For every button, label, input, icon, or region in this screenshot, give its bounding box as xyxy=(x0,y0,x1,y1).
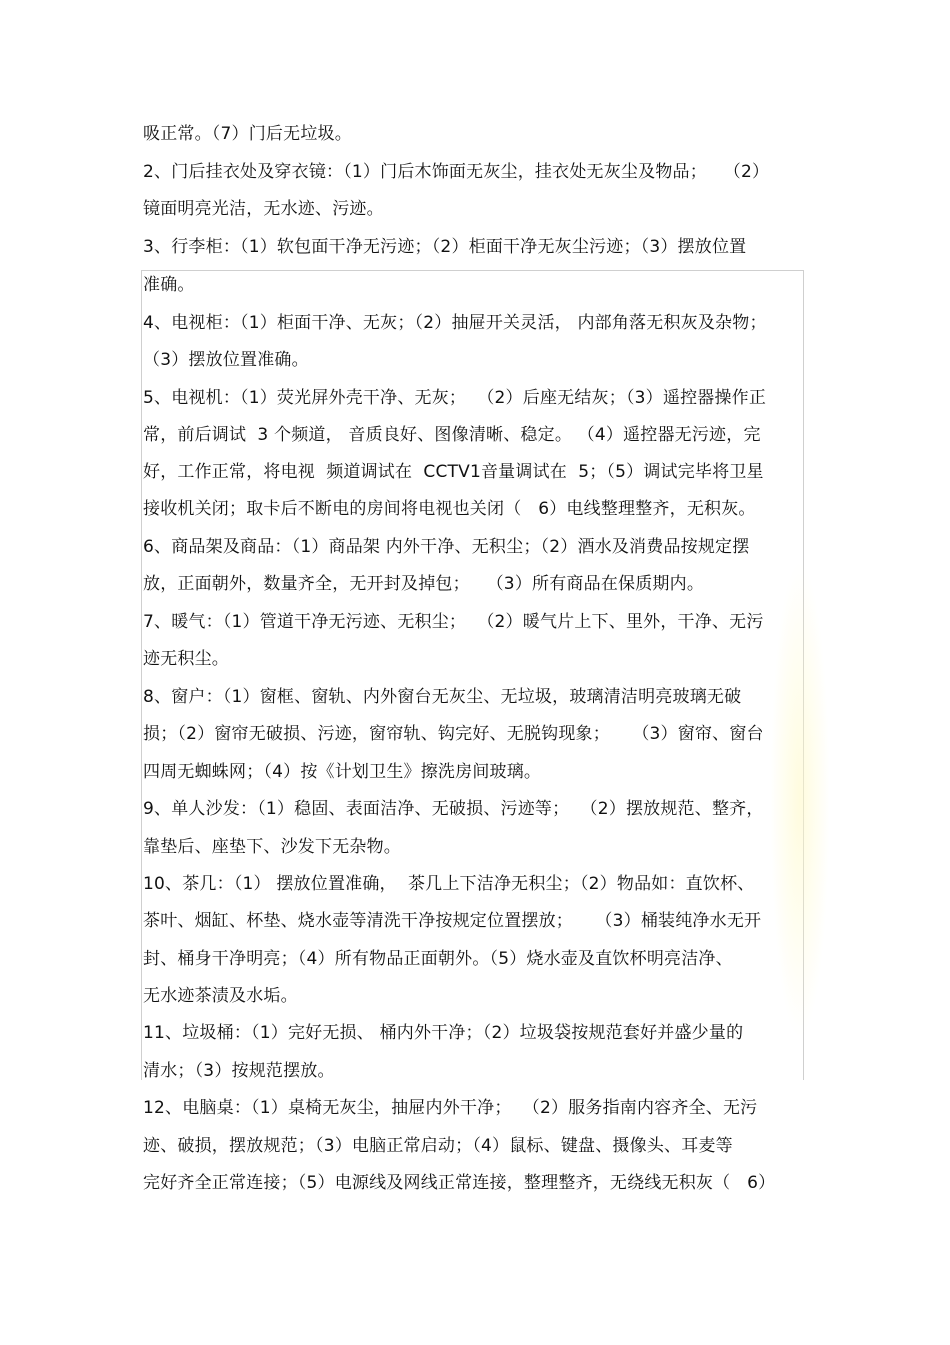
text-line: 9、单人沙发：（1）稳固、表面洁净、无破损、污迹等； （2）摆放规范、整齐， xyxy=(143,799,764,819)
text-line: 4、电视柜：（1）柜面干净、无灰；（2）抽屉开关灵活， 内部角落无积灰及杂物； xyxy=(143,313,767,333)
text-line: 6、商品架及商品：（1）商品架 内外干净、无积尘；（2）酒水及消费品按规定摆 xyxy=(143,537,750,557)
text-line: 好，工作正常，将电视 频道调试在 CCTV1音量调试在 5；（5）调试完毕将卫星 xyxy=(143,462,764,482)
text-line: 11、垃圾桶：（1）完好无损、 桶内外干净；（2）垃圾袋按规范套好并盛少量的 xyxy=(143,1023,744,1043)
text-line: 2、门后挂衣处及穿衣镜：（1）门后木饰面无灰尘，挂衣处无灰尘及物品； （2） xyxy=(143,162,770,182)
text-line: 10、茶几：（1） 摆放位置准确， 茶几上下洁净无积尘；（2）物品如：直饮杯、 xyxy=(143,874,755,894)
text-line: 四周无蜘蛛网；（4）按《计划卫生》擦洗房间玻璃。 xyxy=(143,762,542,782)
text-line: 12、电脑桌：（1）桌椅无灰尘，抽屉内外干净； （2）服务指南内容齐全、无污 xyxy=(143,1098,758,1118)
text-line: 茶叶、烟缸、杯垫、烧水壶等清洗干净按规定位置摆放； （3）桶装纯净水无开 xyxy=(143,911,762,931)
page-frame-left xyxy=(141,270,142,1080)
text-line: 迹无积尘。 xyxy=(143,649,229,669)
text-line: 8、窗户：（1）窗框、窗轨、内外窗台无灰尘、无垃圾，玻璃清洁明亮玻璃无破 xyxy=(143,687,742,707)
text-line: 吸正常。（7）门后无垃圾。 xyxy=(143,124,352,144)
text-line: 准确。 xyxy=(143,275,195,295)
text-line: 7、暖气：（1）管道干净无污迹、无积尘； （2）暖气片上下、里外，干净、无污 xyxy=(143,612,764,632)
text-line: （3）摆放位置准确。 xyxy=(143,350,309,370)
text-line: 放，正面朝外，数量齐全，无开封及掉包； （3）所有商品在保质期内。 xyxy=(143,574,705,594)
text-line: 镜面明亮光洁，无水迹、污迹。 xyxy=(143,199,384,219)
text-line: 迹、破损，摆放规范；（3）电脑正常启动；（4）鼠标、键盘、摄像头、耳麦等 xyxy=(143,1136,733,1156)
text-line: 完好齐全正常连接；（5）电源线及网线正常连接，整理整齐，无绕线无积灰（ 6） xyxy=(143,1173,776,1193)
text-line: 靠垫后、座垫下、沙发下无杂物。 xyxy=(143,837,401,857)
text-line: 常，前后调试 3 个频道， 音质良好、图像清晰、稳定。 （4）遥控器无污迹，完 xyxy=(143,425,761,445)
text-line: 接收机关闭；取卡后不断电的房间将电视也关闭（ 6）电线整理整齐，无积灰。 xyxy=(143,499,756,519)
page-frame-top xyxy=(141,270,804,271)
text-line: 无水迹茶渍及水垢。 xyxy=(143,986,298,1006)
scan-glow xyxy=(770,560,830,1040)
text-line: 清水；（3）按规范摆放。 xyxy=(143,1061,335,1081)
text-line: 3、行李柜：（1）软包面干净无污迹；（2）柜面干净无灰尘污迹；（3）摆放位置 xyxy=(143,237,747,257)
text-line: 封、桶身干净明亮；（4）所有物品正面朝外。（5）烧水壶及直饮杯明亮洁净、 xyxy=(143,949,733,969)
text-line: 5、电视机：（1）荧光屏外壳干净、无灰； （2）后座无结灰；（3）遥控器操作正 xyxy=(143,388,767,408)
text-line: 损；（2）窗帘无破损、污迹，窗帘轨、钩完好、无脱钩现象； （3）窗帘、窗台 xyxy=(143,724,764,744)
